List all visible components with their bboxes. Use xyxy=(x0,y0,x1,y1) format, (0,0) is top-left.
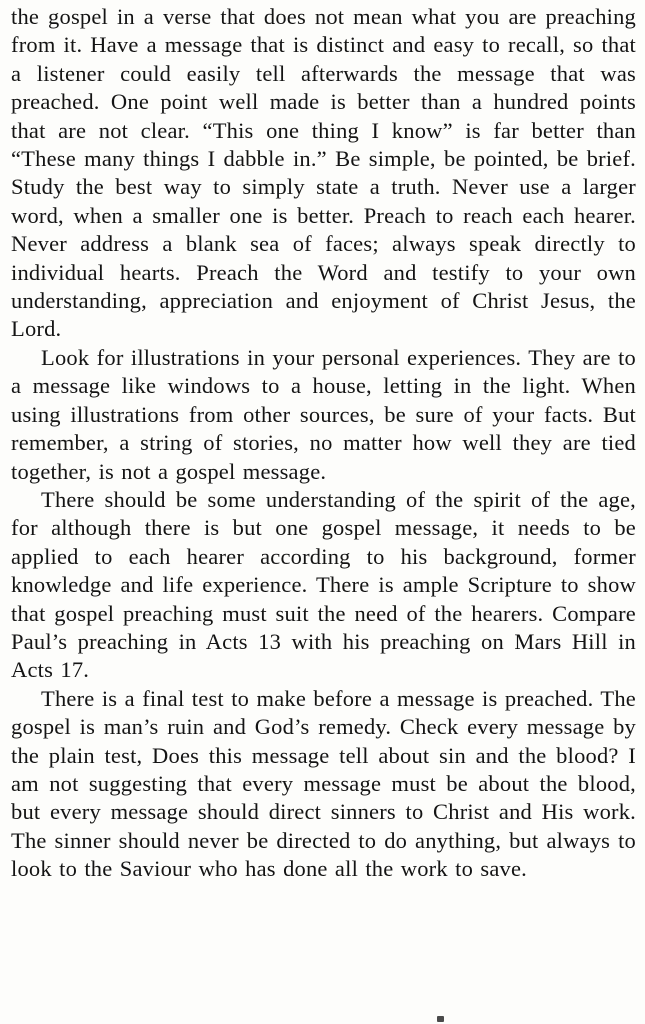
paragraph-1: the gospel in a verse that does not mean what you are preaching from it. Have a message that is distinct and easy to recall, so that a listener could easily tell afterwards the message that was preached. One point well made is better than a hundred points that are not clear. “This one thing I know” is far better than “These many things I dabble in.” Be simple, be pointed, be brief. Study the best way to simply state a truth. Never use a larger word, when a smaller one is better. Preach to reach each hearer. Never address a blank sea of faces; always speak directly to individual hearts. Preach the Word and testify to your own understanding, appreciation and enjoyment of Christ Jesus, the Lord. xyxy=(11,4,636,342)
paragraph-4: There is a final test to make before a message is preached. The gospel is man’s ruin and God’s remedy. Check every message by the plain test, Does this message tell about sin and the blood? I am not suggesting that every message must be about the blood, but every message should direct sinners to Christ and His work. The sinner should never be directed to do anything, but always to look to the Saviour who has done all the work to save. xyxy=(11,685,636,882)
paragraph-3: There should be some understanding of the spirit of the age, for although there is but one gospel message, it needs to be applied to each hearer according to his background, former knowledge and life experience. There is ample Scripture to show that gospel preaching must suit the need of the hearers. Compare Paul’s preaching in Acts 13 with his preaching on Mars Hill in Acts 17. xyxy=(11,486,636,683)
paragraph-2: Look for illustrations in your personal experiences. They are to a message like windows to a house, letting in the light. When using illustrations from other sources, be sure of your facts. But remember, a string of stories, no matter how well they are tied together, is not a gospel message. xyxy=(11,344,636,484)
scan-artifact-speck xyxy=(437,1016,444,1022)
